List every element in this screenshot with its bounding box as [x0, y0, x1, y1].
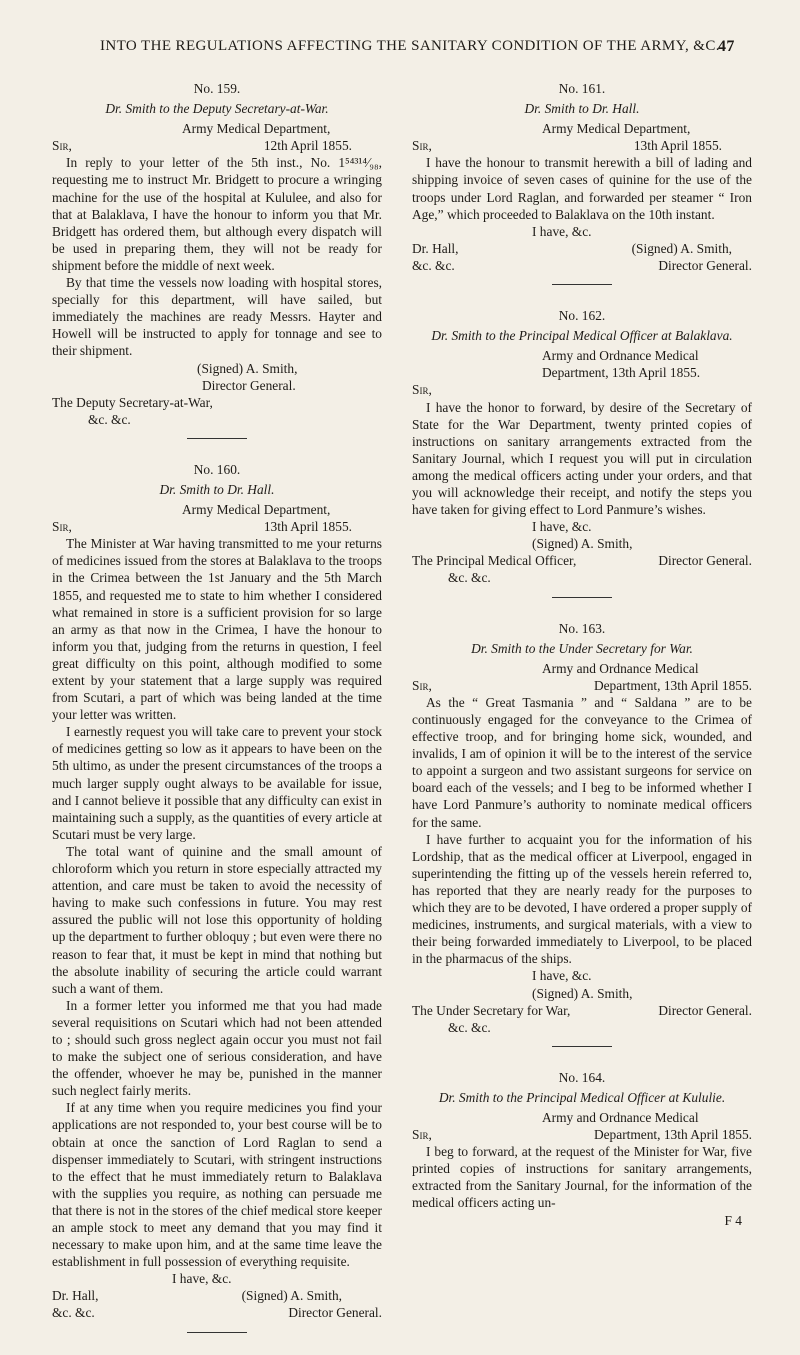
letter-heading: Dr. Smith to the Under Secretary for War.	[471, 640, 693, 656]
page-number: 47	[718, 38, 735, 55]
letter-date: 13th April 1855.	[633, 138, 722, 154]
addressee: The Deputy Secretary-at-War,	[52, 394, 213, 410]
closing: I have, &c.	[532, 223, 592, 239]
signatory-title: Director General.	[658, 1002, 752, 1018]
right-column	[412, 80, 752, 1229]
letter-heading: Dr. Smith to Dr. Hall.	[524, 101, 640, 117]
paragraph: In a former letter you informed me that you had made several requisitions on Scutari which had not been attended to ; should such gross neglect again occur you must not fail to make the subject one of serious consideration, and have the offender, whoever he may be, punished in the manner such neglect fairly merits.	[52, 997, 382, 1099]
paragraph: The Minister at War having transmitted to me your returns of medicines issued from the stores at Balaklava to the troops in the Crimea between the 1st January and the 5th March 1855, and requested me to state to him whether I considered what remained in store is a sufficient provision for so large an army as that now in the Crimea, I have the honour to inform you that, judging from the returns in question, I feel great difficulty on this point, although modified to some extent by your statement that a large supply was required from Scutari, a part of which was being landed at the time your letter was written.	[52, 536, 382, 723]
letter-159	[52, 80, 382, 428]
letter-number: No. 164.	[558, 1069, 606, 1085]
letter-date: 13th April 1855.	[263, 519, 352, 535]
salutation: Sir,	[412, 1127, 432, 1143]
signature: (Signed) A. Smith,	[532, 536, 633, 552]
letter-number: No. 161.	[558, 81, 606, 96]
letter-date: Department, 13th April 1855.	[593, 1127, 752, 1143]
divider	[552, 597, 612, 598]
salutation: Sir,	[52, 138, 72, 154]
letter-161	[412, 80, 752, 274]
signature-row	[52, 1304, 382, 1321]
divider	[552, 284, 612, 285]
salutation-row	[412, 1126, 752, 1143]
department: Army Medical Department,	[542, 121, 691, 137]
letter-heading: Dr. Smith to Dr. Hall.	[159, 481, 275, 497]
etc-line: &c. &c.	[448, 1019, 491, 1035]
signatory-title: Director General.	[288, 1305, 382, 1321]
paragraph: I have further to acquaint you for the information of his Lordship, that as the medical officer at Liverpool, engaged in superintending the fitting up of the vessels herein referred to, has reported that they are nearly ready for the purposes to which they are to be devoted, I have ordered a proper supply of medicines, instruments, and surgical materials, with a view to their being forwarded immediately to Liverpool, to be placed in the pharmacus of the ships.	[412, 831, 752, 967]
signatory-title: Director General.	[202, 377, 296, 393]
paragraph: As the “ Great Tasmania ” and “ Saldana ” are to be continuously engaged for the conveyance to the Crimea of effective troop, and for bringing home sick, wounded, and invalids, I am of opinion it will be to the interest of the service to appoint a surgeon and two assistant surgeons for service on board each of the vessels; and I beg to be informed whether I have Lord Panmure’s authority to nominate medical officers for the same.	[412, 694, 752, 830]
paragraph: I earnestly request you will take care to prevent your stock of medicines getting so low as it appears to have been on the 5th ultimo, as under the present circumstances of the troops a much larger supply ought always to be available for issue, and I cannot believe it possible that any difficulty can exist in maintaining such a supply, as the quantities of every article at Scutari must be very large.	[52, 724, 382, 842]
department: Army and Ordnance Medical	[542, 660, 699, 676]
letter-heading: Dr. Smith to the Deputy Secretary-at-War.	[105, 101, 329, 117]
addressee: Dr. Hall,	[52, 1288, 99, 1304]
letter-date: 12th April 1855.	[263, 138, 352, 154]
letter-162	[412, 307, 752, 587]
paragraph: I beg to forward, at the request of the Minister for War, five printed copies of instructions for sanitary arrangements, extracted from the Sanitary Journal, for the information of the medical officers acting un-	[412, 1144, 752, 1211]
closing: I have, &c.	[172, 1271, 232, 1287]
letter-date: Department, 13th April 1855.	[593, 677, 752, 693]
signature-row	[52, 1287, 382, 1304]
divider	[187, 1332, 247, 1333]
etc-line: &c. &c.	[52, 1305, 95, 1321]
closing: I have, &c.	[532, 968, 592, 984]
letter-heading: Dr. Smith to the Principal Medical Officer at Balaklava.	[431, 328, 733, 344]
department: Army Medical Department,	[182, 121, 331, 137]
department: Army and Ordnance Medical Department, 13th April 1855.	[542, 348, 701, 381]
salutation-row	[52, 137, 382, 154]
signature-row	[412, 257, 752, 274]
salutation-row	[412, 137, 752, 154]
addressee: The Under Secretary for War,	[412, 1002, 571, 1018]
running-title: INTO THE REGULATIONS AFFECTING THE SANITARY CONDITION OF THE ARMY, &C.	[100, 38, 720, 54]
signature-row	[412, 552, 752, 569]
department: Army Medical Department,	[182, 502, 331, 518]
salutation: Sir,	[412, 677, 432, 693]
letter-number: No. 159.	[193, 81, 241, 96]
addressee: Dr. Hall,	[412, 240, 459, 256]
signature: (Signed) A. Smith,	[241, 1288, 342, 1304]
closing: I have, &c.	[532, 519, 592, 535]
salutation-row	[52, 518, 382, 535]
paragraph: If at any time when you require medicines you find your applications are not responded to, your best course will be to obtain at once the sanction of Lord Raglan to send a dispenser immediately to Scutari, with stringent instructions to the effect that he must immediately return to Balaklava with the supplies you require, as nothing can persuade me that there is not in the stores of the chief medical store keeper an ample stock to meet any demand that you may find it necessary to make upon him, and at the same time leave the establishment in full possession of everything requisite.	[52, 1100, 382, 1270]
department: Army and Ordnance Medical	[542, 1109, 699, 1125]
signature: (Signed) A. Smith,	[631, 240, 732, 256]
letter-heading: Dr. Smith to the Principal Medical Officer at Kululie.	[438, 1089, 726, 1105]
page-header	[0, 38, 800, 64]
letter-164	[412, 1069, 752, 1229]
etc-line: &c. &c.	[448, 570, 491, 586]
salutation: Sir,	[52, 519, 72, 535]
signature-row	[412, 1002, 752, 1019]
signature-mark: F 4	[724, 1212, 742, 1228]
paragraph: By that time the vessels now loading with hospital stores, specially for this department, will have sailed, but immediately the machines are ready Messrs. Hayter and Howell will be instructed to apply for tonnage and see to their shipment.	[52, 275, 382, 359]
divider	[187, 438, 247, 439]
salutation: Sir,	[412, 138, 432, 154]
paragraph: I have the honour to transmit herewith a bill of lading and shipping invoice of seven cases of quinine for the use of the troops under Lord Raglan, and forwarded per steamer “ Iron Age,” which proceeded to Balaklava on the 10th instant.	[412, 155, 752, 222]
divider	[552, 1046, 612, 1047]
letter-160	[52, 461, 382, 1322]
letter-number: No. 163.	[558, 620, 606, 636]
salutation: Sir,	[412, 382, 432, 398]
salutation-row	[412, 677, 752, 694]
signatory-title: Director General.	[658, 257, 752, 273]
paragraph: The total want of quinine and the small amount of chloroform which you return in store especially attracted my attention, and care must be taken to avoid the necessity of having to make such confessions in future. You may rest assured the public will not lose this opportunity of holding up the department to further obloquy ; but even were there no reason to fear that, it must be kept in mind that nothing but the absolute inability of securing the article could warrant such a want of them.	[52, 843, 382, 996]
letter-number: No. 162.	[558, 308, 606, 324]
letter-163	[412, 620, 752, 1036]
etc-line: &c. &c.	[88, 411, 131, 427]
letter-number: No. 160.	[193, 461, 241, 477]
paragraph: I have the honor to forward, by desire of the Secretary of State for the War Department, twenty printed copies of instructions on sanitary arrangements extracted from the Sanitary Journal, which I request you will put in circulation among the medical officers acting under your orders, and that you will acknowledge their receipt, and notify the steps you have taken for giving effect to Lord Panmure’s wishes.	[412, 399, 752, 518]
left-column	[52, 80, 382, 1355]
signature: (Signed) A. Smith,	[197, 360, 298, 376]
signatory-title: Director General.	[658, 553, 752, 569]
addressee: The Principal Medical Officer,	[412, 553, 577, 569]
signature: (Signed) A. Smith,	[532, 985, 633, 1001]
signature-row	[412, 240, 752, 257]
etc-line: &c. &c.	[412, 257, 455, 273]
paragraph: In reply to your letter of the 5th inst., No. 1⁵⁴³¹⁴⁄₉₈, requesting me to instruct Mr. Bridgett to procure a wringing machine for the use of the hospital at Kululee, and also for that at Balaklava, I have the honour to inform you that Mr. Bridgett has ordered them, but although every dispatch will be used in preparing them, they will not be ready for shipment before the middle of next week.	[52, 155, 382, 273]
